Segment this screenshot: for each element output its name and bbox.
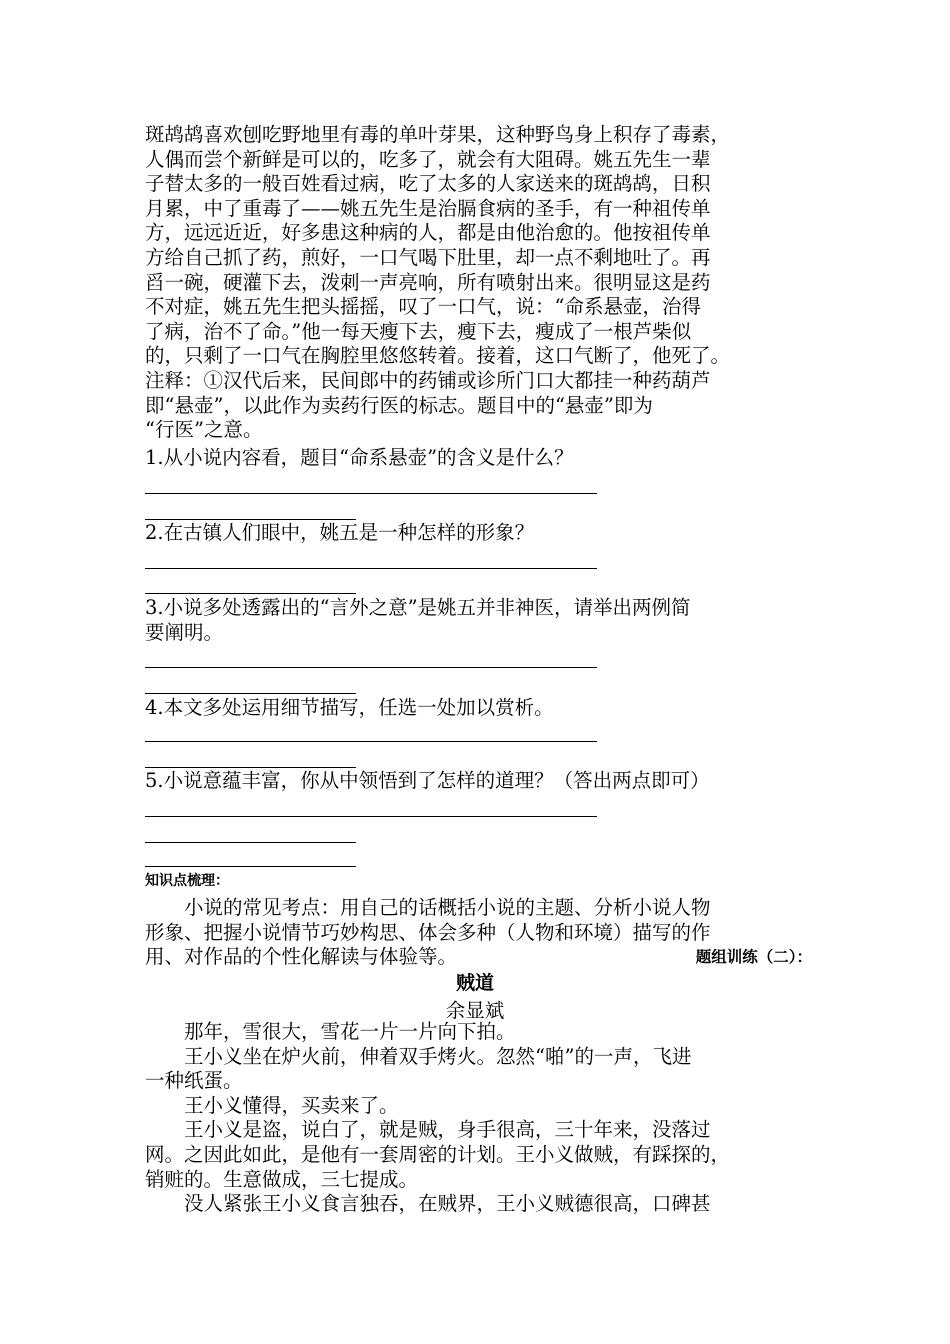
passage-line: 的，只剩了一口气在胸腔里悠悠转着。接着，这口气断了，他死了。: [145, 344, 731, 368]
annotation-note: [145, 369, 809, 443]
answer-line[interactable]: [145, 593, 356, 594]
answer-line[interactable]: [145, 741, 597, 742]
passage-line: 不对症，姚五先生把头摇摇，叹了一口气，说：“命系悬壶，治得: [145, 295, 701, 319]
question-1: [145, 446, 809, 471]
story-line: 一种纸蛋。: [145, 1069, 243, 1093]
note-line: 注释：①汉代后来，民间郎中的药铺或诊所门口大都挂一种药葫芦: [145, 369, 711, 392]
question-5: [145, 769, 809, 794]
story-title: 贼道: [455, 972, 494, 994]
story-line: 王小义坐在炉火前，伸着双手烤火。忽然“啪”的一声，飞进: [145, 1044, 692, 1068]
passage-line: 人偶而尝个新鲜是可以的，吃多了，就会有大阻碍。姚五先生一辈: [145, 147, 711, 171]
question-text: 1.从小说内容看，题目“命系悬壶”的含义是什么？: [145, 446, 574, 469]
passage-line: 斑鸪鸪喜欢刨吃野地里有毒的单叶芽果，这种野鸟身上积存了毒素，: [145, 123, 731, 146]
story-line: 那年，雪很大，雪花一片一片向下拍。: [145, 1020, 516, 1043]
note-line: “行医”之意。: [145, 418, 263, 442]
knowledge-heading: 知识点梳理：: [145, 873, 229, 889]
note-line: 即“悬壶”，以此作为卖药行医的标志。题目中的“悬壶”即为: [145, 393, 653, 417]
story-author: 余显斌: [445, 999, 505, 1022]
story-line: 王小义懂得，买卖来了。: [145, 1093, 399, 1117]
question-3: [145, 596, 809, 645]
question-4: [145, 696, 809, 721]
passage-text: [145, 123, 809, 369]
answer-line[interactable]: [145, 693, 356, 694]
answer-line[interactable]: [145, 667, 597, 668]
answer-line[interactable]: [145, 519, 356, 520]
question-text: 4.本文多处运用细节描写，任选一处加以赏析。: [145, 696, 554, 719]
passage-line: 月累，中了重毒了——姚五先生是治膈食病的圣手，有一种祖传单: [145, 196, 711, 220]
passage-line: 子替太多的一般百姓看过病，吃了太多的人家送来的斑鸪鸪，日积: [145, 172, 711, 196]
question-text: 2.在古镇人们眼中，姚五是一种怎样的形象？: [145, 521, 535, 544]
story-line: 没人紧张王小义食言独吞，在贼界，王小义贼德很高，口碑甚: [145, 1192, 711, 1216]
answer-line[interactable]: [145, 493, 597, 494]
answer-line[interactable]: [145, 767, 356, 768]
passage-line: 方，远远近近，好多患这种病的人，都是由他治愈的。他按祖传单: [145, 221, 711, 245]
knowledge-line: 用、对作品的个性化解读与体验等。: [145, 945, 458, 969]
answer-line[interactable]: [145, 842, 356, 843]
answer-line[interactable]: [145, 568, 597, 569]
passage-line: 了病，治不了命。”他一每天瘦下去，瘦下去，瘦成了一根芦柴似: [145, 319, 692, 343]
passage-line: 方给自己抓了药，煎好，一口气喝下肚里，却一点不剩地吐了。再: [145, 245, 711, 269]
story-line: 销赃的。生意做成，三七提成。: [145, 1167, 419, 1191]
answer-line[interactable]: [145, 866, 356, 867]
question-text: 3.小说多处透露出的“言外之意”是姚五并非神医，请举出两例简: [145, 596, 691, 619]
answer-line[interactable]: [145, 816, 597, 817]
story-line: 王小义是盗，说白了，就是贼，身手很高，三十年来，没落过: [145, 1118, 711, 1142]
story-line: 网。之因此如此，是他有一套周密的计划。王小义做贼，有踩探的，: [145, 1142, 731, 1166]
question-text: 要阐明。: [145, 620, 224, 644]
exercise-group-label: 题组训练（二）：: [695, 948, 812, 966]
story-text: [145, 1020, 809, 1217]
question-2: [145, 521, 809, 546]
knowledge-line: 形象、把握小说情节巧妙构思、体会多种（人物和环境）描写的作: [145, 920, 711, 944]
question-text: 5.小说意蕴丰富，你从中领悟到了怎样的道理？（答出两点即可）: [145, 769, 710, 792]
knowledge-line: 小说的常见考点：用自己的话概括小说的主题、分析小说人物: [145, 896, 711, 919]
passage-line: 舀一碗，硬灌下去，泼刺一声亮响，所有喷射出来。很明显这是药: [145, 270, 711, 294]
